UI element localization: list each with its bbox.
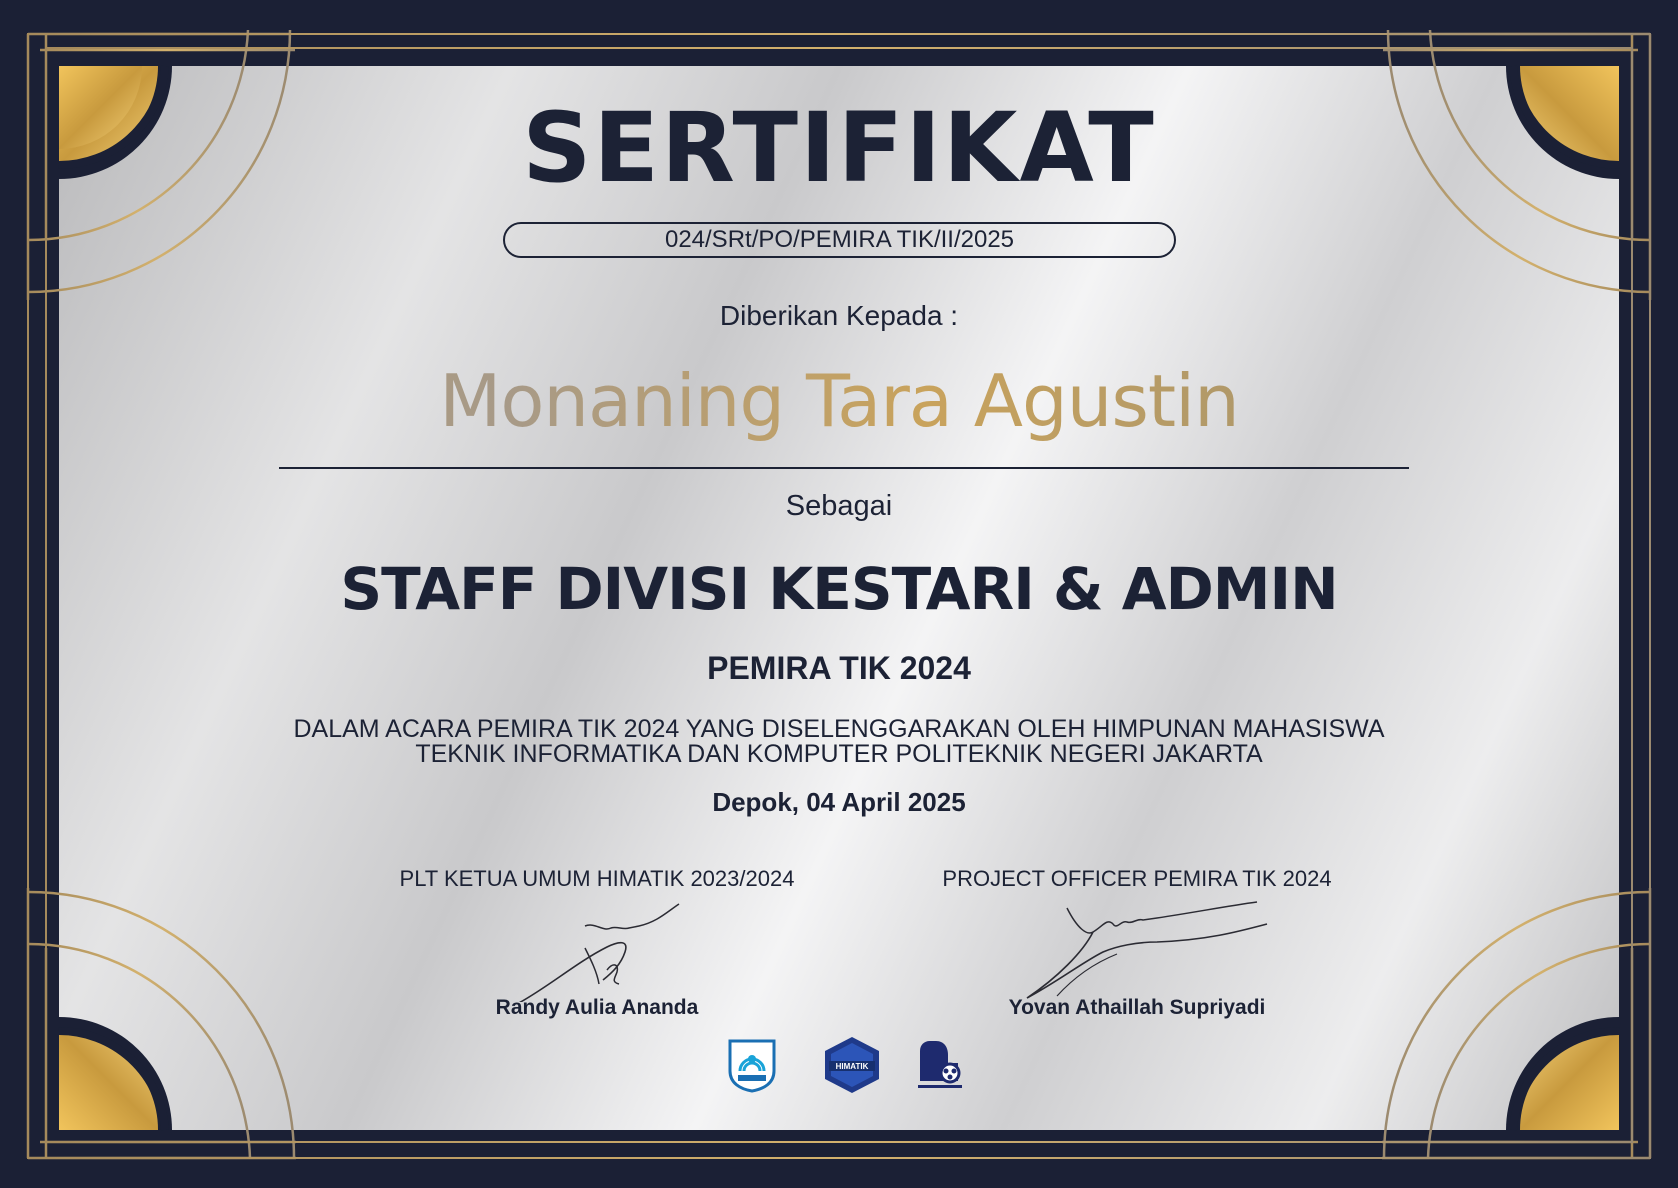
signature-left bbox=[367, 866, 827, 1019]
event-description bbox=[0, 717, 1678, 767]
himatik-logo bbox=[821, 1035, 883, 1095]
signatory-position: PROJECT OFFICER PEMIRA TIK 2024 bbox=[942, 866, 1332, 891]
issue-date: Depok, 04 April 2025 bbox=[712, 787, 966, 817]
recipient-role: STAFF DIVISI KESTARI & ADMIN bbox=[340, 555, 1338, 623]
signature-right bbox=[907, 866, 1367, 1019]
certificate-number: 024/SRt/PO/PEMIRA TIK/II/2025 bbox=[503, 222, 1176, 258]
description-line-2: TEKNIK INFORMATIKA DAN KOMPUTER POLITEKNIK NEGERI JAKARTA bbox=[415, 740, 1263, 768]
signatory-name: Randy Aulia Ananda bbox=[495, 996, 699, 1019]
recipient-name: Monaning Tara Agustin bbox=[0, 362, 1678, 441]
description-line-1: DALAM ACARA PEMIRA TIK 2024 YANG DISELENGGARAKAN OLEH HIMPUNAN MAHASISWA bbox=[293, 715, 1385, 743]
signatory-name: Yovan Athaillah Supriyadi bbox=[1008, 996, 1266, 1019]
signatory-position: PLT KETUA UMUM HIMATIK 2023/2024 bbox=[399, 866, 795, 891]
as-label: Sebagai bbox=[785, 490, 893, 522]
politeknik-negeri-jakarta-logo bbox=[724, 1037, 780, 1093]
svg-text:HIMATIK: HIMATIK bbox=[835, 1062, 869, 1071]
event-name: PEMIRA TIK 2024 bbox=[707, 650, 971, 686]
name-underline bbox=[279, 467, 1409, 469]
pemilihan-raya-tik-logo bbox=[914, 1037, 966, 1093]
handwritten-signature bbox=[367, 892, 827, 1002]
handwritten-signature bbox=[907, 892, 1367, 1002]
certificate-title: SERTIFIKAT bbox=[522, 92, 1156, 204]
given-to-label: Diberikan Kepada : bbox=[719, 300, 959, 331]
